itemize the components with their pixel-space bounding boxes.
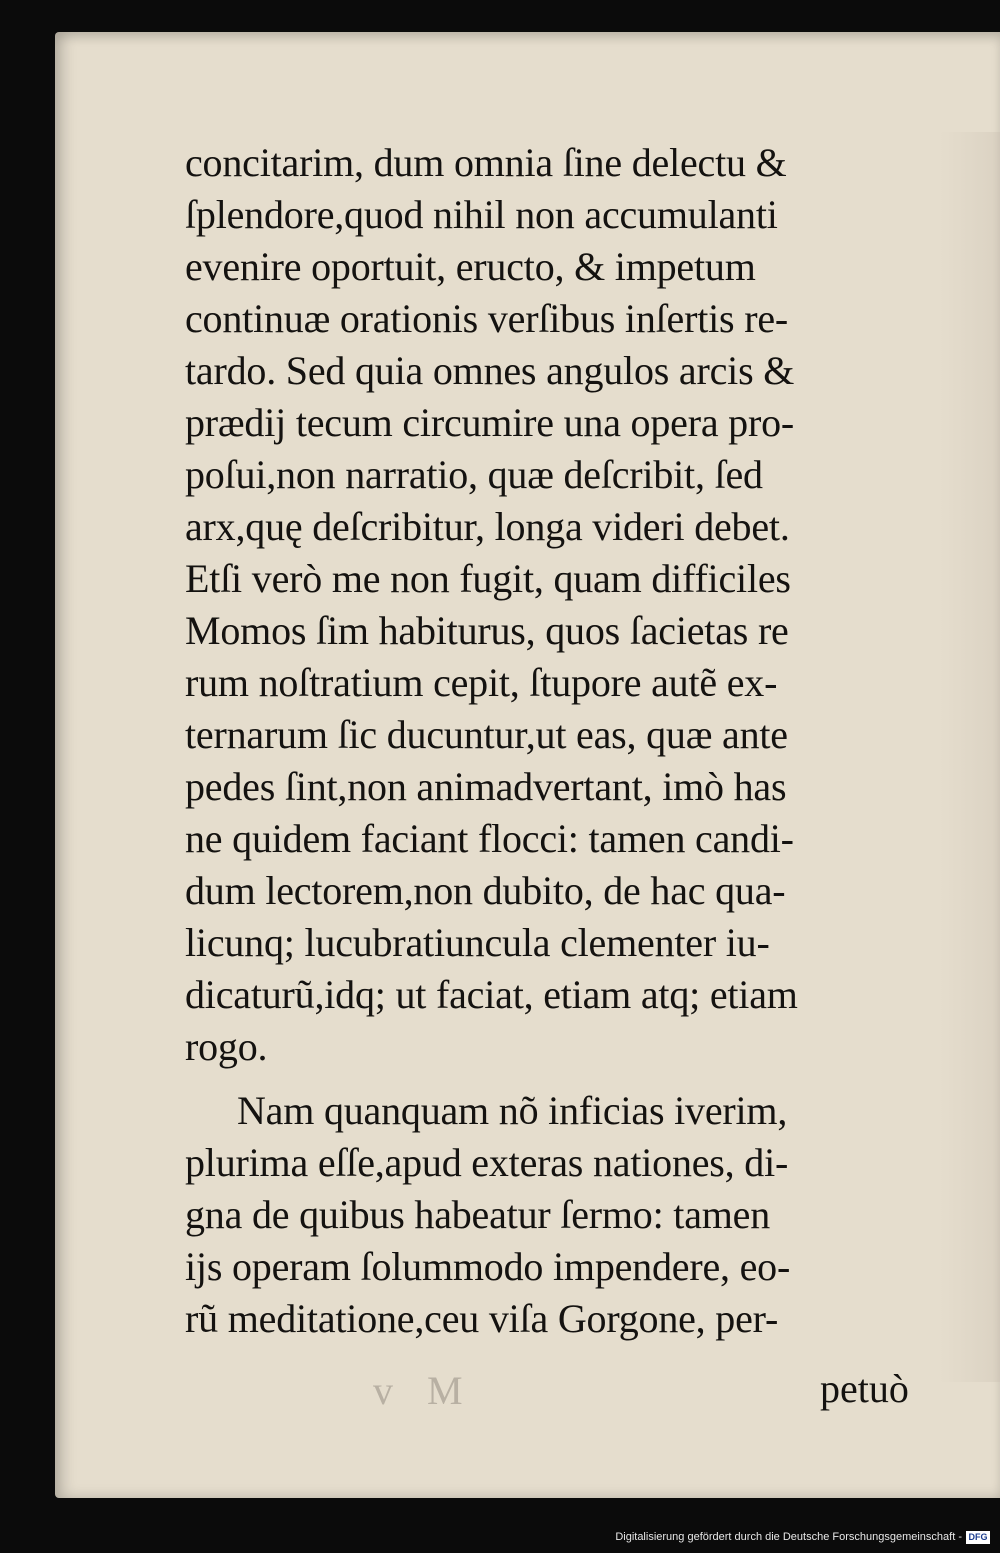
text-line: tardo. Sed quia omnes angulos arcis & (185, 348, 795, 393)
text-line: Momos ſim habiturus, quos ſacietas re (185, 608, 789, 653)
text-line: pedes ſint,non animadvertant, imò has (185, 764, 787, 809)
signature-mark: v M (373, 1368, 475, 1413)
text-line: ijs operam ſolummodo impendere, eo- (185, 1244, 791, 1289)
text-line: evenire oportuit, eructo, & impetum (185, 244, 756, 289)
text-line: ne quidem faciant flocci: tamen candi- (185, 816, 794, 861)
page-text (185, 137, 1000, 1345)
text-line: dicaturũ,idq; ut faciat, etiam atq; etiam (185, 972, 798, 1017)
text-line: rogo. (185, 1024, 268, 1069)
text-line: Etſi verò me non fugit, quam difficiles (185, 556, 791, 601)
text-line: gna de quibus habeatur ſermo: tamen (185, 1192, 771, 1237)
text-line: dum lectorem,non dubito, de hac qua- (185, 868, 786, 913)
funding-credit: Digitalisierung gefördert durch die Deutsche Forschungsgemeinschaft - (615, 1531, 962, 1543)
text-line: ſplendore,quod nihil non accumulanti (185, 192, 778, 237)
text-line: rũ meditatione,ceu viſa Gorgone, per- (185, 1296, 779, 1341)
text-line: Nam quanquam nõ inficias iverim, (237, 1088, 788, 1133)
text-line: licunq; lucubratiuncula clementer iu- (185, 920, 770, 965)
text-line: continuæ orationis verſibus inſertis re- (185, 296, 788, 341)
text-line: prædij tecum circumire una opera pro- (185, 400, 795, 445)
text-line: plurima eſſe,apud exteras nationes, di- (185, 1140, 789, 1185)
dfg-logo-icon: DFG (966, 1531, 990, 1544)
catchword: petuò (820, 1366, 909, 1411)
text-line: poſui,non narratio, quæ deſcribit, ſed (185, 452, 763, 497)
text-line: rum noſtratium cepit, ſtupore autẽ ex- (185, 660, 778, 705)
text-line: arx,quę deſcribitur, longa videri debet. (185, 504, 790, 549)
text-line: ternarum ſic ducuntur,ut eas, quæ ante (185, 712, 788, 757)
book-page (55, 32, 1000, 1498)
footer-bar (0, 1498, 1000, 1553)
text-line: concitarim, dum omnia ſine delectu & (185, 140, 787, 185)
